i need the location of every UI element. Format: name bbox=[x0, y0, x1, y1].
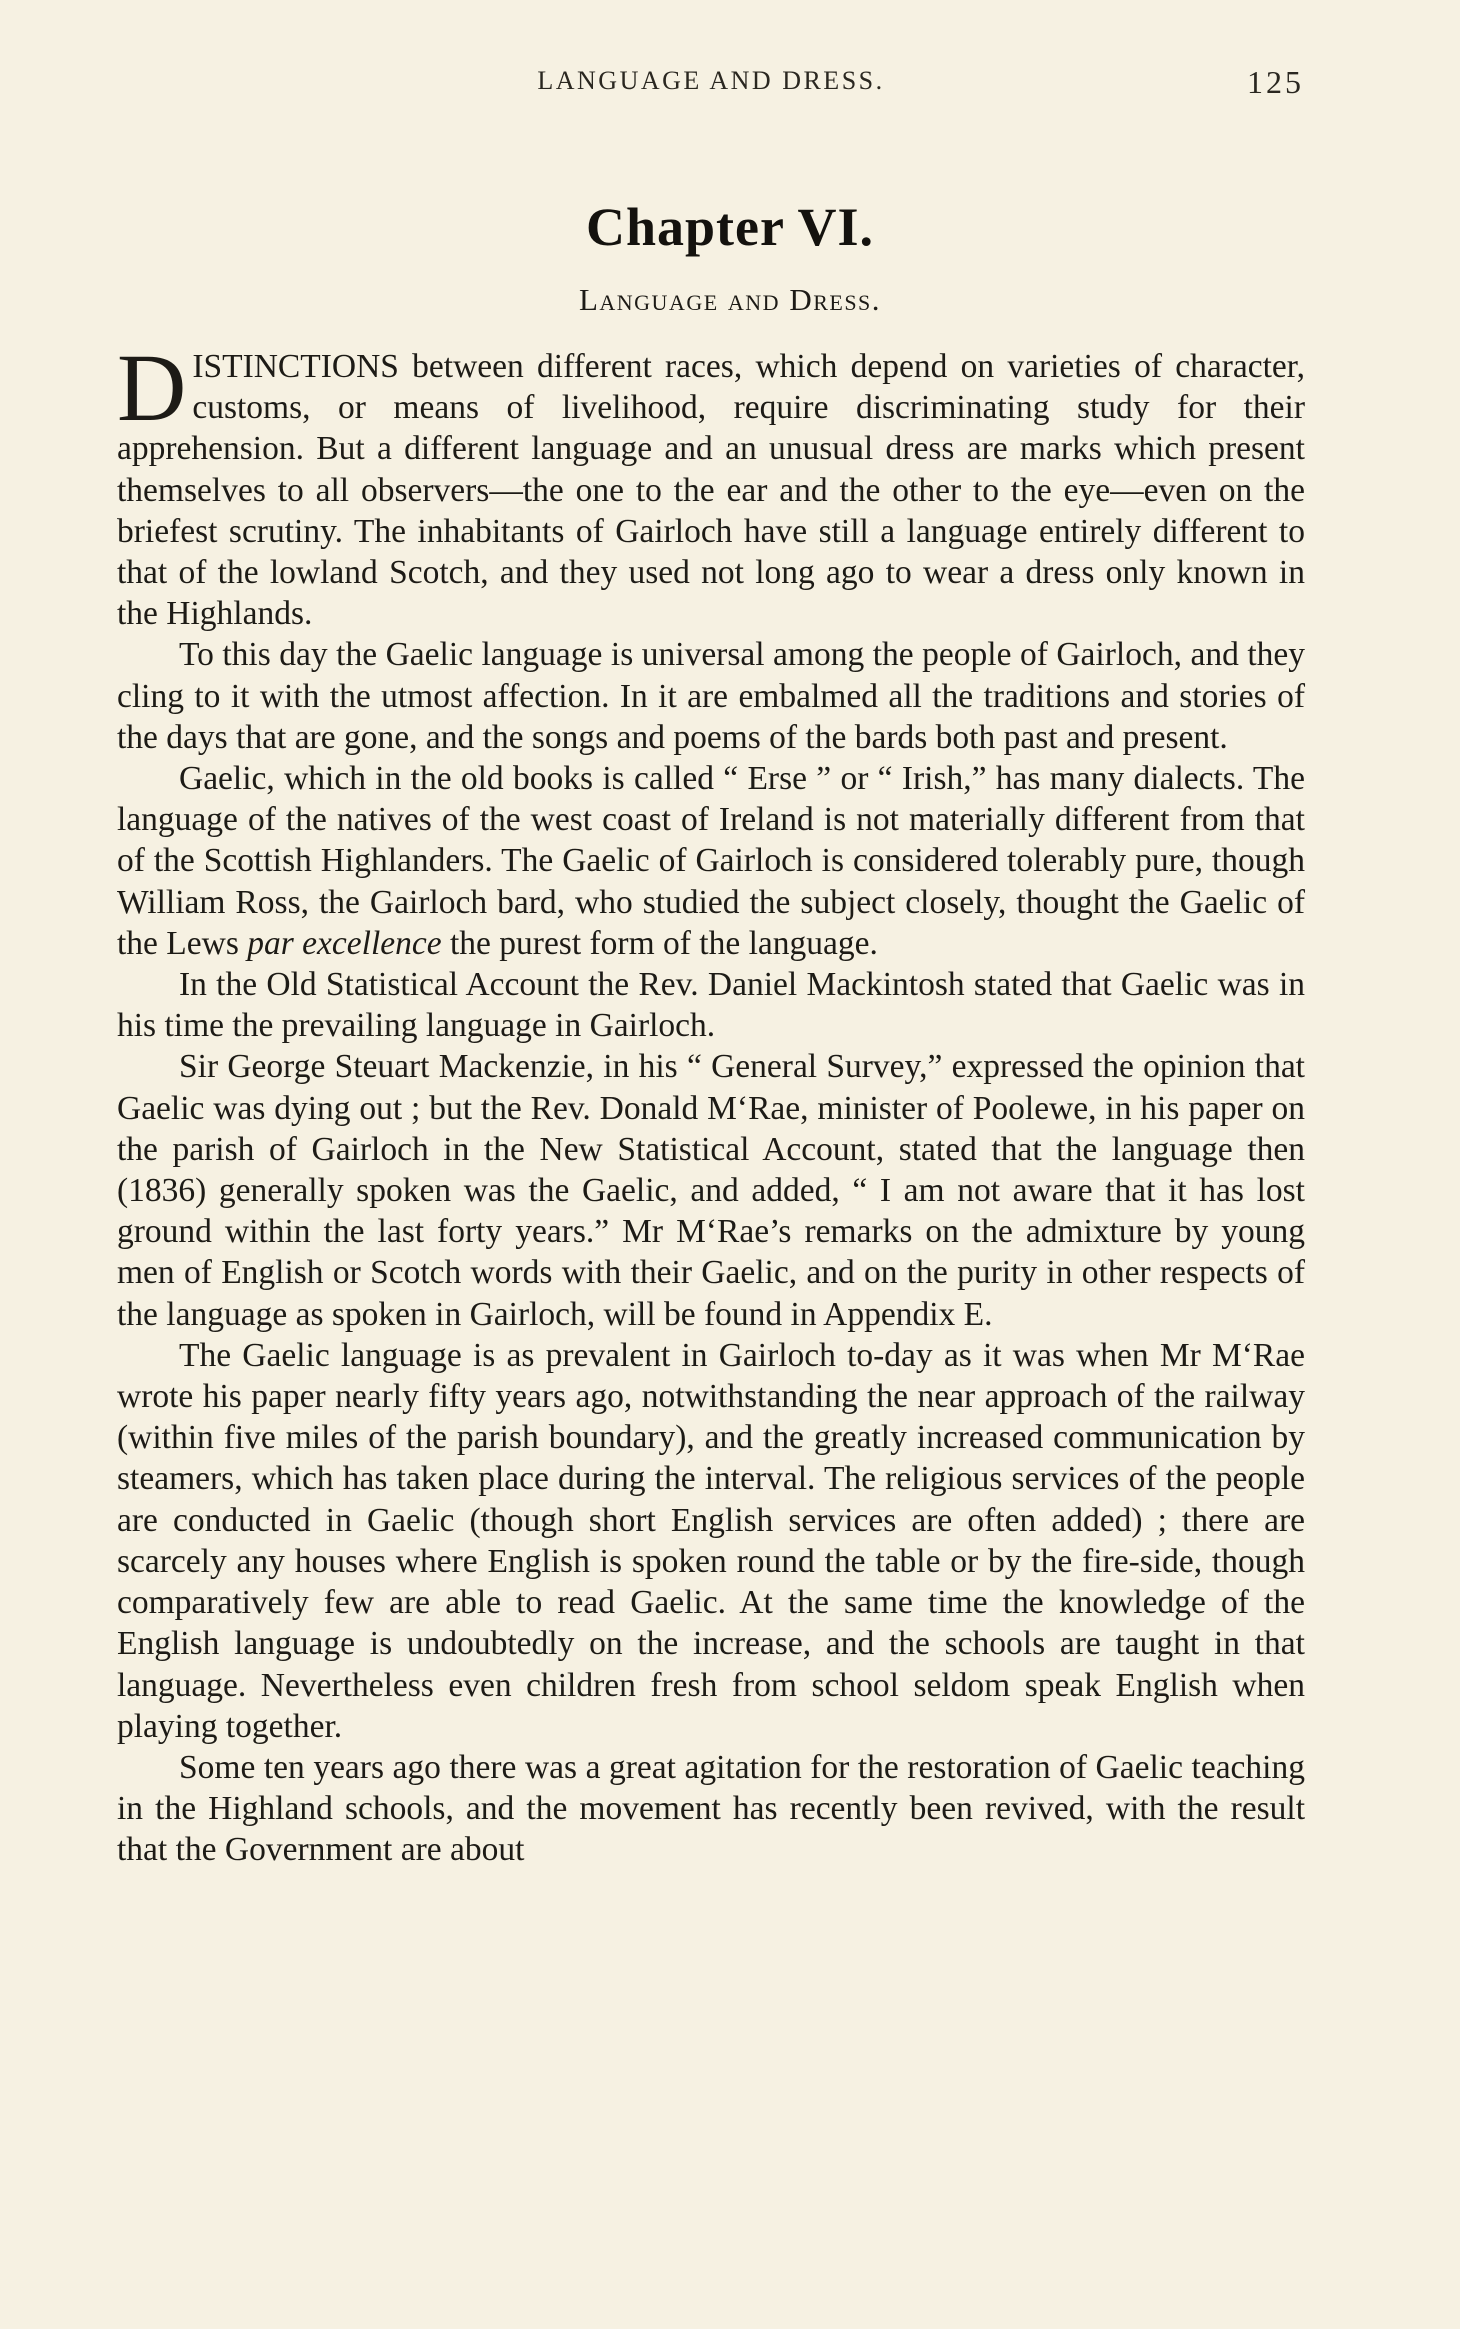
body-text bbox=[117, 334, 1305, 1871]
paragraph-3-italic-phrase: par excellence bbox=[247, 924, 442, 962]
paragraph-7: Some ten years ago there was a great agitation for the restoration of Gaelic teaching in the Highland schools, and the movement has recently been revived, with the result that the Government are about bbox=[117, 1748, 1305, 1869]
section-title: Language and Dress. bbox=[578, 282, 882, 317]
drop-cap: D bbox=[117, 334, 187, 441]
paragraph-2: To this day the Gaelic language is universal among the people of Gairloch, and they cling to it with the utmost affection. In it are embalmed all the traditions and stories of the days that are gone, and the songs and poems of the bards both past and present. bbox=[117, 636, 1305, 756]
paragraph-5: Sir George Steuart Mackenzie, in his “ General Survey,” expressed the opinion that Gaelic was dying out ; but the Rev. Donald M‘Rae, minister of Poolewe, in his paper on the parish of Gairloch in the New Statistical Account, stated that the language then (1836) generally spoken was the Gaelic, and added, “ I am not aware that it has lost ground within the last forty years.” Mr M‘Rae’s remarks on the admixture by young men of English or Scotch words with their Gaelic, and on the purity in other respects of the language as spoken in Gairloch, will be found in Appendix E. bbox=[117, 1048, 1305, 1333]
paragraph-3 bbox=[117, 758, 1305, 964]
page-number: 125 bbox=[1247, 64, 1304, 100]
paragraph-1 bbox=[117, 334, 1305, 634]
chapter-title: Chapter VI. bbox=[585, 197, 875, 257]
running-title: LANGUAGE AND DRESS. bbox=[537, 66, 885, 95]
running-head bbox=[118, 66, 1304, 106]
paragraph-4: In the Old Statistical Account the Rev. Daniel Mackintosh stated that Gaelic was in his time the prevailing language in Gairloch. bbox=[117, 966, 1305, 1045]
paragraph-1-text: ISTINCTIONS between different races, which depend on varieties of character, customs, or means of livelihood, require discriminating study for their apprehension. But a different language and an unusual dress are marks which present themselves to all observers—the one to the ear and the other to the eye—even on the briefest scrutiny. The inhabitants of Gairloch have still a language entirely different to that of the lowland Scotch, and they used not long ago to wear a dress only known in the Highlands. bbox=[117, 348, 1305, 633]
paragraph-3-text-before: Gaelic, which in the old books is called “ Erse ” or “ Irish,” has many dialects. The language of the natives of the west coast of Ireland is not materially different from that of the Scottish Highlanders. The Gaelic of Gairloch is considered tolerably pure, though William Ross, the Gairloch bard, who studied the subject closely, thought the Gaelic of the Lews bbox=[117, 760, 1305, 962]
paragraph-3-text-after: the purest form of the language. bbox=[441, 924, 878, 962]
paragraph-6: The Gaelic language is as prevalent in Gairloch to-day as it was when Mr M‘Rae wrote his paper nearly fifty years ago, notwithstanding the near approach of the railway (within five miles of the parish boundary), and the greatly increased communication by steamers, which has taken place during the interval. The religious services of the people are conducted in Gaelic (though short English services are often added) ; there are scarcely any houses where English is spoken round the table or by the fire-side, though comparatively few are able to read Gaelic. At the same time the knowledge of the English language is undoubtedly on the increase, and the schools are taught in that language. Nevertheless even children fresh from school seldom speak English when playing together. bbox=[117, 1336, 1305, 1745]
